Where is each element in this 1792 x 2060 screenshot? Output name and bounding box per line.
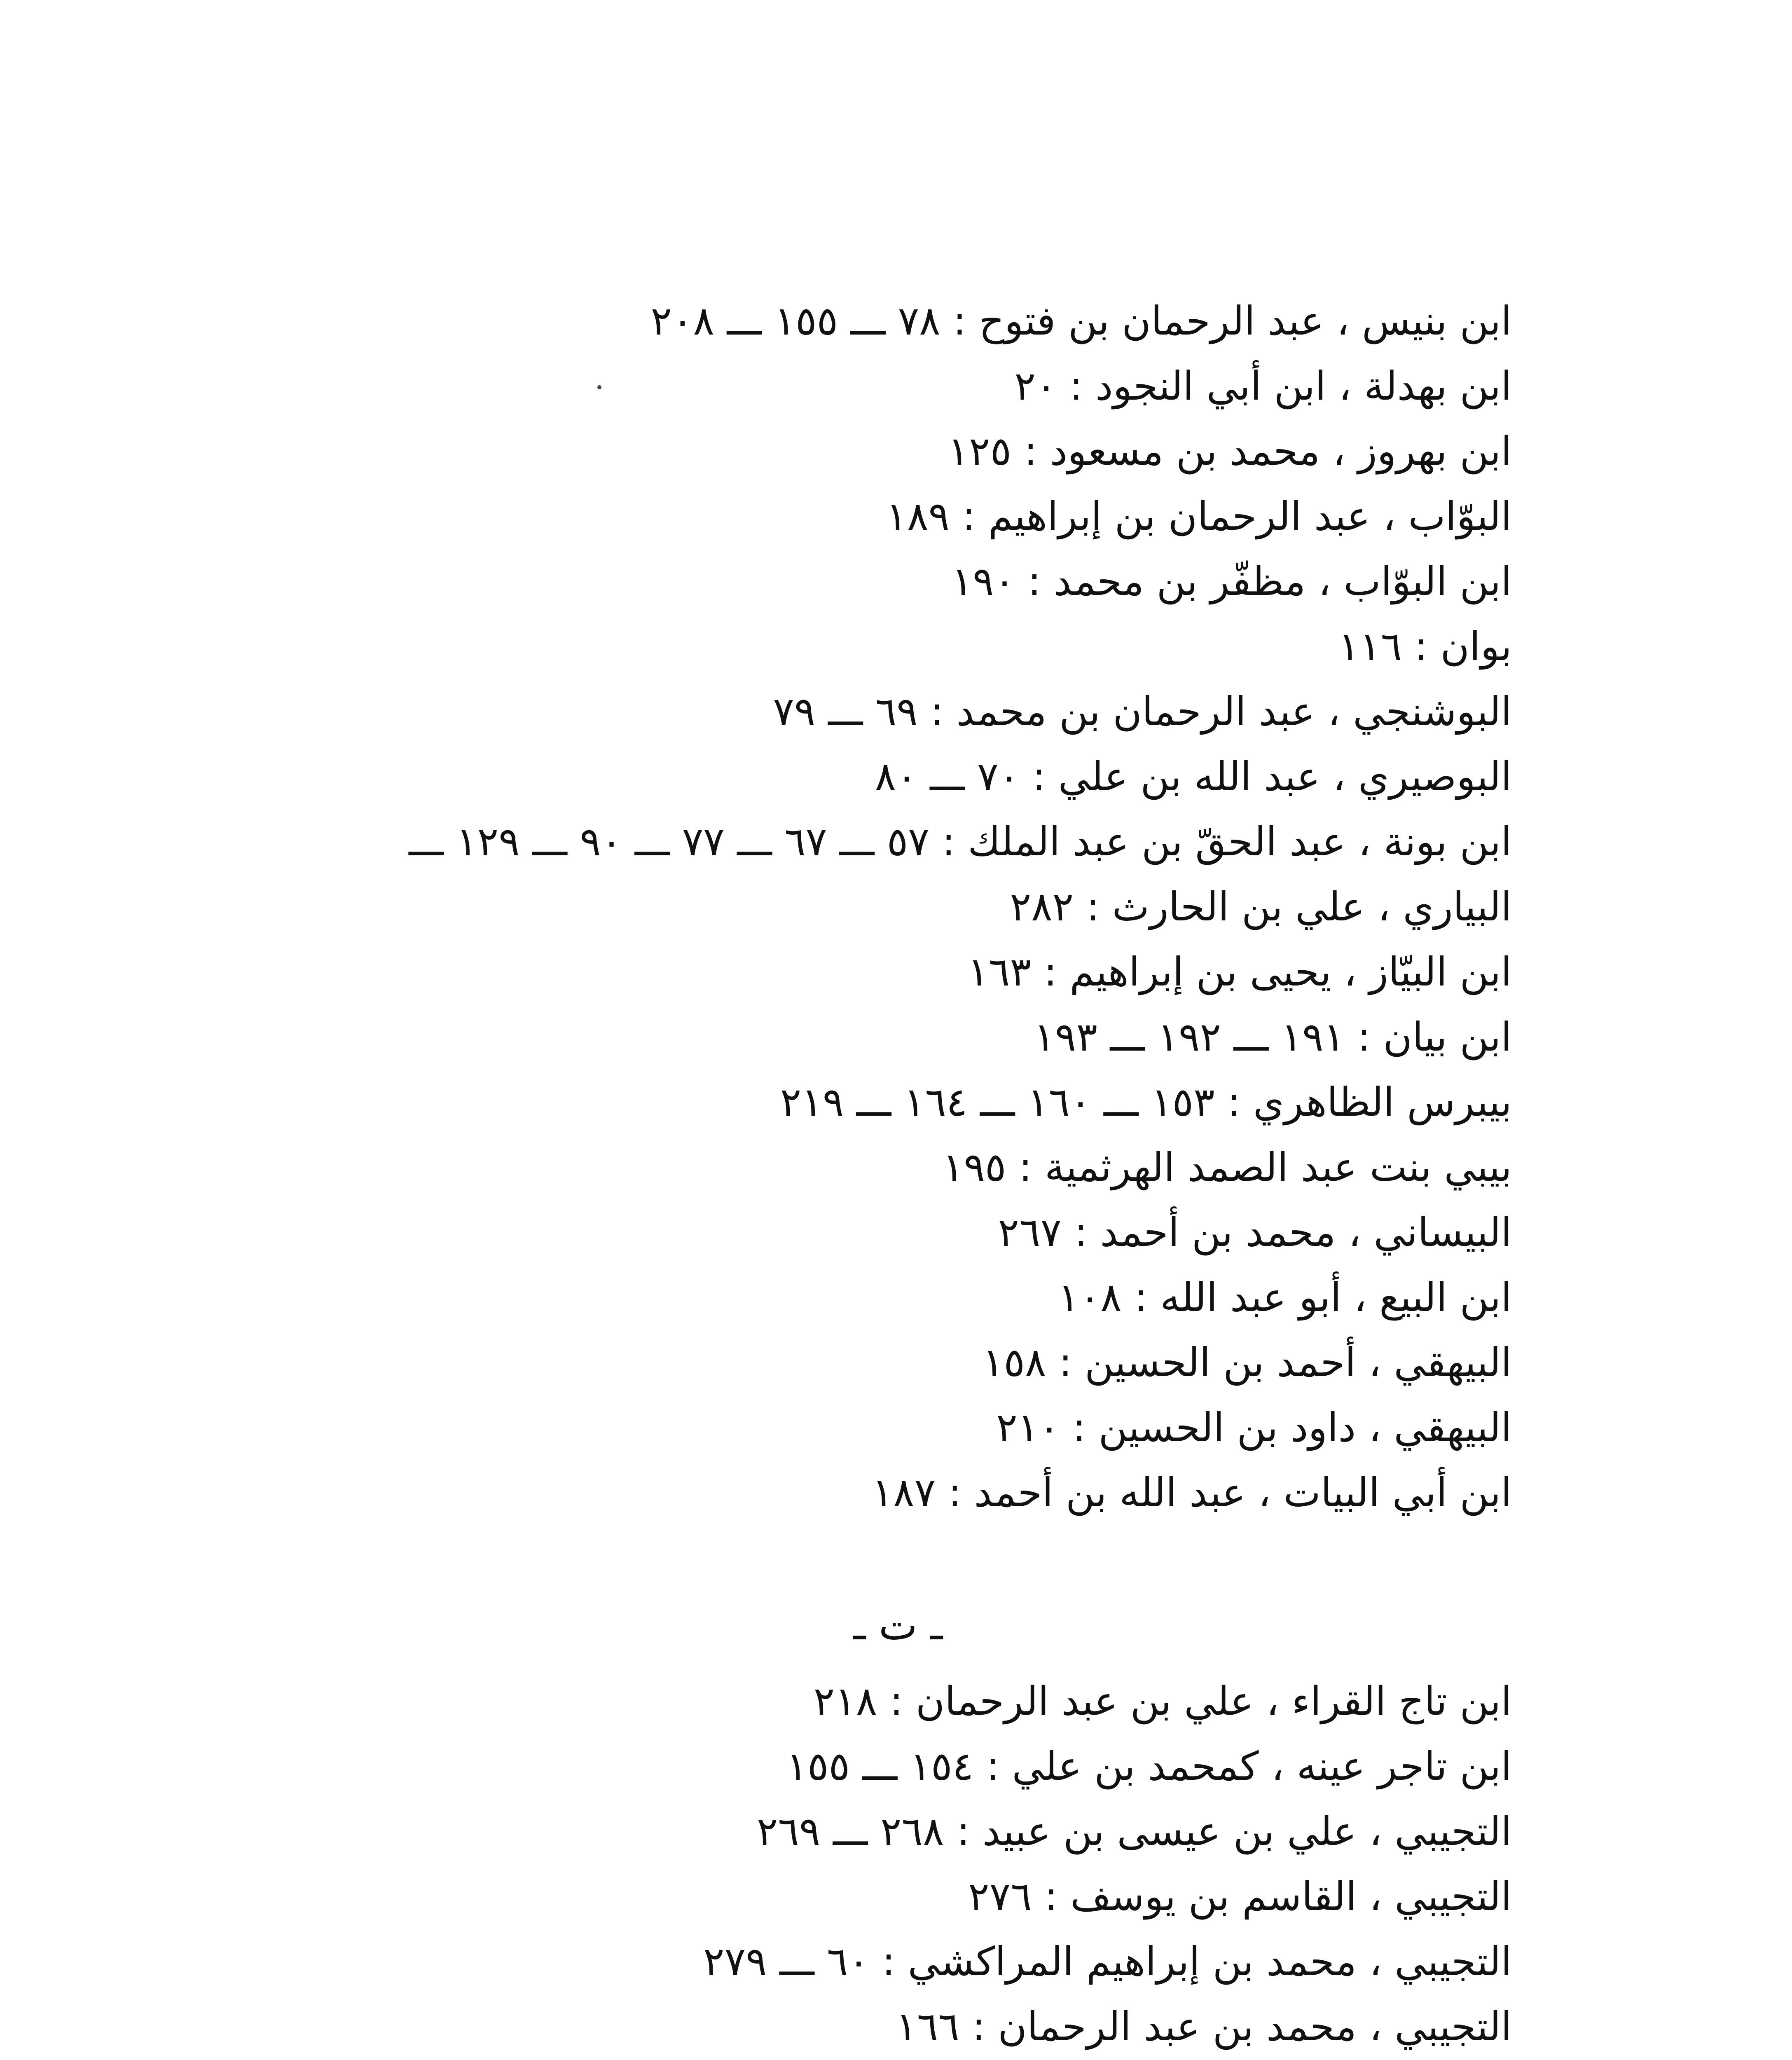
index-entry: التجيبي ، القاسم بن يوسف : ٢٧٦ — [968, 1873, 1512, 1920]
index-entry: البياري ، علي بن الحارث : ٢٨٢ — [1010, 884, 1512, 930]
index-entry: البيهقي ، أحمد بن الحسين : ١٥٨ — [982, 1339, 1512, 1386]
index-entry: ابن بونة ، عبد الحقّ بن عبد الملك : ٥٧ ـــ ٦٧ ـــ ٧٧ ـــ ٩٠ ـــ ١٢٩ ـــ — [409, 819, 1512, 865]
index-entry: ابن بيان : ١٩١ ـــ ١٩٢ ـــ ١٩٣ — [1034, 1014, 1512, 1060]
index-entry: البوّاب ، عبد الرحمان بن إبراهيم : ١٨٩ — [886, 493, 1512, 539]
index-entries-ba — [194, 288, 1512, 1525]
section-heading-ta: ـ ت ـ — [853, 1601, 943, 1649]
index-entry: ابن البيع ، أبو عبد الله : ١٠٨ — [1058, 1274, 1512, 1320]
index-entry: ابن تاجر عينه ، كمحمد بن علي : ١٥٤ ـــ ١٥٥ — [786, 1743, 1512, 1789]
index-entry: البوشنجي ، عبد الرحمان بن محمد : ٦٩ ـــ ٧٩ — [773, 688, 1512, 735]
index-entry: بوان : ١١٦ — [1338, 623, 1512, 670]
index-entry: ابن بهدلة ، ابن أبي النجود : ٢٠ — [1014, 363, 1512, 409]
index-entry: ابن بهروز ، محمد بن مسعود : ١٢٥ — [947, 428, 1512, 474]
index-entry: البوصيري ، عبد الله بن علي : ٧٠ ـــ ٨٠ — [875, 754, 1512, 800]
index-entry: ابن البيّاز ، يحيى بن إبراهيم : ١٦٣ — [967, 949, 1512, 995]
index-entry: بيبرس الظاهري : ١٥٣ ـــ ١٦٠ ـــ ١٦٤ ـــ ٢١٩ — [780, 1079, 1512, 1125]
index-entry: التجيبي ، محمد بن عبد الرحمان : ١٦٦ — [896, 2004, 1512, 2050]
index-entry: ابن البوّاب ، مظفّر بن محمد : ١٩٠ — [951, 558, 1512, 604]
index-entry: ابن تاج القراء ، علي بن عبد الرحمان : ٢١٨ — [813, 1678, 1512, 1724]
scan-speck — [597, 385, 601, 389]
index-entry: البيهقي ، داود بن الحسين : ٢١٠ — [996, 1405, 1512, 1451]
index-entry: ابن أبي البيات ، عبد الله بن أحمد : ١٨٧ — [872, 1470, 1512, 1516]
index-entry: بيبي بنت عبد الصمد الهرثمية : ١٩٥ — [942, 1144, 1512, 1190]
index-entry: التجيبي ، علي بن عيسى بن عبيد : ٢٦٨ ـــ ٢٦٩ — [756, 1808, 1512, 1854]
index-entry: البيساني ، محمد بن أحمد : ٢٦٧ — [998, 1209, 1512, 1255]
index-entry: التجيبي ، محمد بن إبراهيم المراكشي : ٦٠ ـــ ٢٧٩ — [703, 1938, 1512, 1985]
index-entries-ta — [194, 1669, 1512, 2060]
index-entry: ابن بنيس ، عبد الرحمان بن فتوح : ٧٨ ـــ ١٥٥ ـــ ٢٠٨ — [650, 298, 1512, 344]
